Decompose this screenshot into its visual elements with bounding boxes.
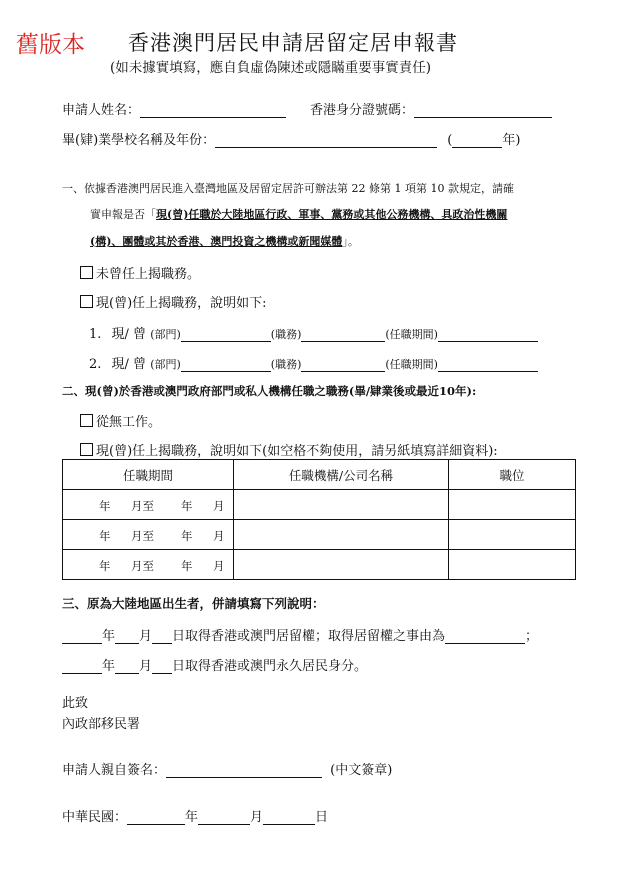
date-month: 月 bbox=[213, 559, 225, 573]
permanent-year-field[interactable] bbox=[62, 660, 102, 674]
period-field[interactable] bbox=[438, 328, 538, 342]
position-label: (職務) bbox=[270, 328, 302, 341]
date-month-to: 月至 bbox=[131, 559, 154, 573]
date-year: 年 bbox=[99, 559, 111, 573]
roc-date-label: 中華民國： bbox=[62, 810, 128, 825]
organization-cell[interactable] bbox=[234, 520, 449, 550]
date-year: 年 bbox=[99, 499, 111, 513]
hkid-label: 香港身分證號碼： bbox=[310, 103, 415, 118]
section1-line3 bbox=[90, 233, 359, 249]
period-cell[interactable] bbox=[63, 550, 234, 580]
date-month-to: 月至 bbox=[131, 499, 154, 513]
date-month: 月 bbox=[213, 529, 225, 543]
table-header-row bbox=[63, 460, 576, 490]
section1-line1: 一、依據香港澳門居民進入臺灣地區及居留定居許可辦法第 22 條第 1 項第 10 款規定，請確 bbox=[62, 182, 514, 195]
label-year: 年 bbox=[185, 810, 199, 825]
table-row bbox=[63, 550, 576, 580]
position-field[interactable] bbox=[301, 358, 385, 372]
section1-option-none bbox=[80, 263, 200, 282]
organization-cell[interactable] bbox=[234, 550, 449, 580]
section1-option-yes bbox=[80, 292, 267, 311]
label-month: 月 bbox=[139, 659, 153, 674]
residency-year-field[interactable] bbox=[62, 630, 102, 644]
checkbox-held[interactable] bbox=[80, 295, 93, 308]
section1-line2-pre: 實申報是否「 bbox=[90, 208, 156, 221]
signature-label: 申請人親自簽名： bbox=[62, 763, 167, 778]
period-field[interactable] bbox=[438, 358, 538, 372]
label-month: 月 bbox=[250, 810, 264, 825]
position-cell[interactable] bbox=[449, 490, 576, 520]
dept-field[interactable] bbox=[181, 328, 271, 342]
checkbox-has-work[interactable] bbox=[80, 443, 93, 456]
section2-heading: 二、現(曾)於香港或澳門政府部門或私人機構任職之職務(畢/肄業後或最近10年): bbox=[62, 384, 477, 398]
section2-option-none bbox=[80, 411, 161, 430]
date-month-to: 月至 bbox=[131, 529, 154, 543]
position-label: (職務) bbox=[270, 358, 302, 371]
section1-line3-post: 」。 bbox=[342, 235, 359, 248]
section1-row-1 bbox=[89, 323, 538, 342]
label-month: 月 bbox=[139, 629, 153, 644]
hkid-field[interactable] bbox=[414, 104, 552, 118]
section3-line1 bbox=[62, 625, 538, 644]
date-row bbox=[62, 806, 328, 825]
section1-line3-bold: (構)、團體或其於香港、澳門投資之機構或新聞媒體 bbox=[90, 235, 343, 248]
closing-to: 此致 bbox=[62, 696, 89, 711]
applicant-name-field[interactable] bbox=[140, 104, 286, 118]
school-name-field[interactable] bbox=[215, 134, 437, 148]
school-year-field[interactable] bbox=[452, 134, 502, 148]
permanent-day-field[interactable] bbox=[152, 660, 172, 674]
period-cell[interactable] bbox=[63, 490, 234, 520]
date-month: 月 bbox=[213, 499, 225, 513]
period-label: (任職期間) bbox=[385, 328, 438, 341]
residency-reason-field[interactable] bbox=[445, 630, 525, 644]
year-close: 年) bbox=[502, 133, 521, 148]
date-year-2: 年 bbox=[181, 559, 193, 573]
section2-yes-label: 現(曾)任上揭職務，說明如下(如空格不夠使用，請另紙填寫詳細資料): bbox=[96, 444, 498, 459]
form-subtitle: (如未據實填寫，應自負虛偽陳述或隱瞞重要事實責任) bbox=[110, 60, 432, 76]
label-day: 日 bbox=[315, 810, 329, 825]
table-row bbox=[63, 490, 576, 520]
row-number: 1. bbox=[89, 327, 102, 342]
applicant-name-row bbox=[62, 99, 286, 118]
label-year: 年 bbox=[102, 629, 116, 644]
section2-none-label: 從無工作。 bbox=[96, 415, 162, 430]
organization-cell[interactable] bbox=[234, 490, 449, 520]
applicant-name-label: 申請人姓名： bbox=[62, 103, 141, 118]
label-year: 年 bbox=[102, 659, 116, 674]
line-end: ； bbox=[525, 629, 539, 644]
header-organization: 任職機構/公司名稱 bbox=[234, 460, 449, 490]
section1-line2-bold: 現(曾)任職於大陸地區行政、軍事、黨務或其他公務機構、具政治性機關 bbox=[156, 208, 508, 221]
paren-open: ( bbox=[447, 133, 453, 148]
date-month-field[interactable] bbox=[198, 811, 250, 825]
position-cell[interactable] bbox=[449, 520, 576, 550]
closing-agency: 內政部移民署 bbox=[62, 717, 141, 732]
section3-heading: 三、原為大陸地區出生者，併請填寫下列說明： bbox=[62, 596, 325, 611]
table-row bbox=[63, 520, 576, 550]
school-label: 畢(肄)業學校名稱及年份： bbox=[62, 133, 216, 148]
row-prefix: 現/ 曾 bbox=[111, 357, 147, 372]
old-version-stamp: 舊版本 bbox=[16, 32, 85, 58]
position-cell[interactable] bbox=[449, 550, 576, 580]
residency-text: 日取得香港或澳門居留權；取得居留權之事由為 bbox=[172, 629, 446, 644]
row-number: 2. bbox=[89, 357, 102, 372]
residency-day-field[interactable] bbox=[152, 630, 172, 644]
employment-table bbox=[62, 459, 576, 580]
permanent-month-field[interactable] bbox=[115, 660, 139, 674]
hkid-row bbox=[310, 99, 552, 118]
date-year-2: 年 bbox=[181, 499, 193, 513]
signature-row bbox=[62, 759, 392, 778]
position-field[interactable] bbox=[301, 328, 385, 342]
permanent-text: 日取得香港或澳門永久居民身分。 bbox=[172, 659, 368, 674]
period-label: (任職期間) bbox=[385, 358, 438, 371]
section1-line2 bbox=[90, 206, 507, 222]
form-title: 香港澳門居民申請居留定居申報書 bbox=[128, 31, 458, 55]
header-position: 職位 bbox=[449, 460, 576, 490]
residency-month-field[interactable] bbox=[115, 630, 139, 644]
signature-field[interactable] bbox=[166, 764, 322, 778]
section1-row-2 bbox=[89, 353, 538, 372]
date-day-field[interactable] bbox=[263, 811, 315, 825]
section2-option-yes bbox=[80, 440, 498, 459]
option-yes-label: 現(曾)任上揭職務，說明如下: bbox=[96, 296, 267, 311]
date-year-field[interactable] bbox=[127, 811, 185, 825]
option-none-label: 未曾任上揭職務。 bbox=[96, 267, 201, 282]
period-cell[interactable] bbox=[63, 520, 234, 550]
header-period: 任職期間 bbox=[63, 460, 234, 490]
dept-field[interactable] bbox=[181, 358, 271, 372]
section3-line2 bbox=[62, 655, 367, 674]
dept-label: (部門) bbox=[150, 328, 181, 341]
signature-note: (中文簽章) bbox=[330, 763, 393, 778]
dept-label: (部門) bbox=[150, 358, 181, 371]
row-prefix: 現/ 曾 bbox=[111, 327, 147, 342]
date-year-2: 年 bbox=[181, 529, 193, 543]
checkbox-never-held[interactable] bbox=[80, 266, 93, 279]
checkbox-no-work[interactable] bbox=[80, 414, 93, 427]
school-row bbox=[62, 129, 520, 148]
date-year: 年 bbox=[99, 529, 111, 543]
